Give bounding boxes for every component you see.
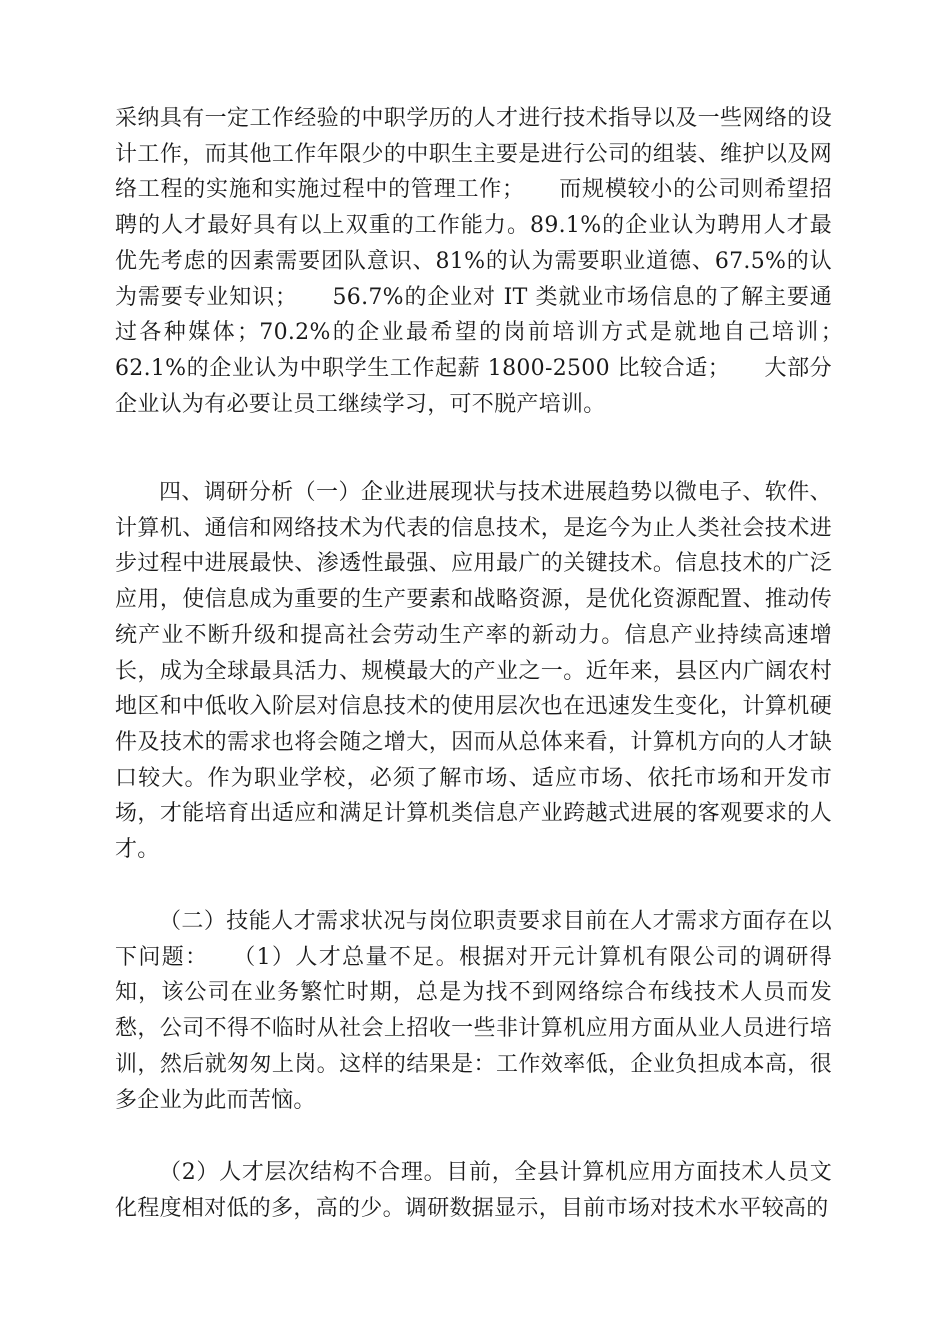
- paragraph-talent-structure: （2）人才层次结构不合理。目前，全县计算机应用方面技术人员文化程度相对低的多，高的少。调研数据显示，目前市场对技术水平较高的: [115, 1160, 832, 1221]
- paragraph-survey-findings: 采纳具有一定工作经验的中职学历的人才进行技术指导以及一些网络的设计工作，而其他工作年限少的中职生主要是进行公司的组装、维护以及网络工程的实施和实施过程中的管理工作； 而规模较小的公司则希望招聘的人才最好具有以上双重的工作能力。89.1%的企业认为聘用人才最优先考虑的因素需要团队意识、81%的认为需要职业道德、67.5%的认为需要专业知识； 56.7%的企业对 IT 类就业市场信息的了解主要通过各种媒体；70.2%的企业最希望的岗前培训方式是就地自己培训； 62.1%的企业认为中职学生工作起薪 1800-2500 比较合适； 大部分企业认为有必要让员工继续学习，可不脱产培训。: [115, 106, 877, 417]
- paragraph-research-analysis: 四、调研分析（一）企业进展现状与技术进展趋势以微电子、软件、计算机、通信和网络技术为代表的信息技术，是迄今为止人类社会技术进步过程中进展最快、渗透性最强、应用最广的关键技术。信息技术的广泛应用，使信息成为重要的生产要素和战略资源，是优化资源配置、推动传统产业不断升级和提高社会劳动生产率的新动力。信息产业持续高速增长，成为全球最具活力、规模最大的产业之一。近年来，县区内广阔农村地区和中低收入阶层对信息技术的使用层次也在迅速发生变化，计算机硬件及技术的需求也将会随之增大，因而从总体来看，计算机方向的人才缺口较大。作为职业学校，必须了解市场、适应市场、依托市场和开发市场，才能培育出适应和满足计算机类信息产业跨越式进展的客观要求的人才。: [115, 480, 832, 863]
- paragraph-talent-demand: （二）技能人才需求状况与岗位职责要求目前在人才需求方面存在以下问题： （1）人才总量不足。根据对开元计算机有限公司的调研得知，该公司在业务繁忙时期，总是为找不到网络综合布线技术人员而发愁，公司不得不临时从社会上招收一些非计算机应用方面从业人员进行培训，然后就匆匆上岗。这样的结果是：工作效率低，企业负担成本高，很多企业为此而苦恼。: [115, 909, 832, 1113]
